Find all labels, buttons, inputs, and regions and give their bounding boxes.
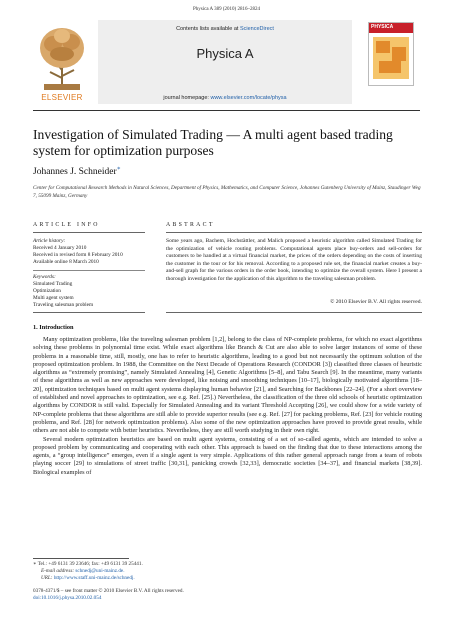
keywords-divider [33,270,145,271]
author-footnote-mark[interactable]: ∗ [116,166,121,172]
article-info-heading: ARTICLE INFO [33,222,100,228]
abstract-copyright: © 2010 Elsevier B.V. All rights reserved. [330,299,422,305]
section-heading-introduction: 1. Introduction [33,324,74,331]
abstract-bottom-rule [166,312,422,313]
journal-title: Physica A [196,46,254,61]
homepage-url-link[interactable]: http://www.staff.uni-mainz.de/schnedj. [53,575,135,581]
footnote [33,561,333,582]
sciencedirect-link[interactable]: ScienceDirect [239,26,274,32]
author-line [33,165,121,177]
introduction-body [33,336,422,477]
running-head: Physica A 389 (2010) 2816–2824 [193,7,260,12]
header-rule [33,110,420,111]
abstract-text: Some years ago, Bachem, Hochstättler, and Malich proposed a heuristic algorithm called Simulated Trading for the optimization of vehicle routing problems. Computational agents place buy-orders and sell-orders for customers to be handled at a virtual financial market, the prices of the orders depending on the costs of inserting the customer in the tour or for his removal. According to a proposed rule set, the financial market creates a buy-and-sell graph for the various orders in the order book, intending to optimize the overall system. Here I present a thorough investigation for the application of this algorithm to the traveling salesman problem. [166,238,422,282]
article-info-bottom-rule [33,312,145,313]
history-received: Received 4 January 2010 [33,245,87,251]
article-info-rule [33,232,145,233]
author-name: Johannes J. Schneider [33,167,117,178]
abstract-rule [166,232,422,233]
publisher-name: ELSEVIER [41,93,83,102]
footnote-rule [33,558,129,559]
email-label: E-mail address: [41,568,75,574]
paragraph: Several modern optimization heuristics are based on multi agent systems, consisting of a set of so-called agents, which are intended to solve a proposed problem by communicating and cooperating with each other. This approach is based on the finding that due to these interactions among the agents, a “group intelligence” emerges, even if a single agent is very simple. Applications of this rather general approach range from a team of robots playing soccer [29] to simulations of street traffic [30,31], panicking crowds [32,33], democratic societies [34–37], and financial markets [38,39]. Biological examples of [33,435,422,476]
journal-cover-thumbnail [368,22,414,86]
cover-label: PHYSICA [371,24,394,30]
homepage-prefix: journal homepage: [163,95,209,101]
homepage-line [98,95,352,101]
history-online: Available online 8 March 2010 [33,259,99,265]
footnote-contact: Tel.: +49 6131 39 23646; fax: +49 6131 39 25441. [37,561,143,567]
email-link[interactable]: schnedj@uni-mainz.de. [75,568,125,574]
contents-prefix: Contents lists available at [176,26,239,32]
keyword: Multi agent system [33,295,74,301]
footnote-mark: ∗ [33,561,37,567]
affiliation: Center for Computational Research Methods in Natural Sciences, Department of Physics, Mathematics, and Computer Science, Johannes Gutenberg University of Mainz, Staudinger Weg 7, 55099 Mainz, Germany [33,185,421,199]
journal-homepage-link[interactable]: www.elsevier.com/locate/physa [210,95,287,101]
history-label: Article history: [33,238,66,244]
url-label: URL: [41,575,53,581]
elsevier-tree-logo [36,22,88,94]
article-info [33,238,145,309]
front-matter [33,588,333,602]
issn-line: 0378-4371/$ – see front matter © 2010 Elsevier B.V. All rights reserved. [33,588,184,594]
keyword: Optimization [33,288,61,294]
paragraph: Many optimization problems, like the traveling salesman problem [1,2], belong to the class of NP-complete problems, for which no exact algorithms solving these problems in polynomial time exist. While exact algorithms like Branch & Cut are also able to solve larger instances of some of these problems in a reasonable time, still, mostly, one has to refer to heuristic algorithms, leading to a good but not necessarily the optimum solution of the proposed optimization problem. In 1988, the Committee on the Next Decade of Operations Research (CONDOR [3]) classified three classes of heuristic algorithms as “extremely promising”, namely Simulated Annealing [4], Genetic Algorithms [5–8], and Tabu Search [9]. In the meantime, many variants of these algorithms as well as new approaches were developed, like noising and smoothing techniques [10–17], biologically motivated algorithms [18–20], optimization techniques based on multi agent systems displaying human behavior [21], and Searching for Backbones [22–24]. (For a short overview of established and novel approaches to optimization, see e.g. Ref. [25].) Nevertheless, the classification of the three old schools of heuristic optimization algorithms by CONDOR is still valid. Especially for Simulated Annealing and its variant Threshold Accepting [26], we could show for a wide variety of NP-complete problems that these algorithms are still able to provide superior results (see e.g. Ref. [27] for packing problems, Ref. [23] for vehicle routing problems, and Ref. [28] for network optimization problems). Also some of the new optimization approaches have proved to provide great results, while others are not able to compete with better heuristics. Nevertheless, they are still worth studying in their own right. [33,336,422,435]
contents-line [98,26,352,32]
journal-masthead [98,20,352,104]
article-title: Investigation of Simulated Trading — A multi agent based trading system for optimization purposes [33,127,393,158]
keyword: Traveling salesman problem [33,302,94,308]
keywords-label: Keywords: [33,274,56,280]
abstract-heading: ABSTRACT [166,222,215,228]
keyword: Simulated Trading [33,281,73,287]
doi-link[interactable]: doi:10.1016/j.physa.2010.02.054 [33,595,102,601]
history-revised: Received in revised form 8 February 2010 [33,252,123,258]
